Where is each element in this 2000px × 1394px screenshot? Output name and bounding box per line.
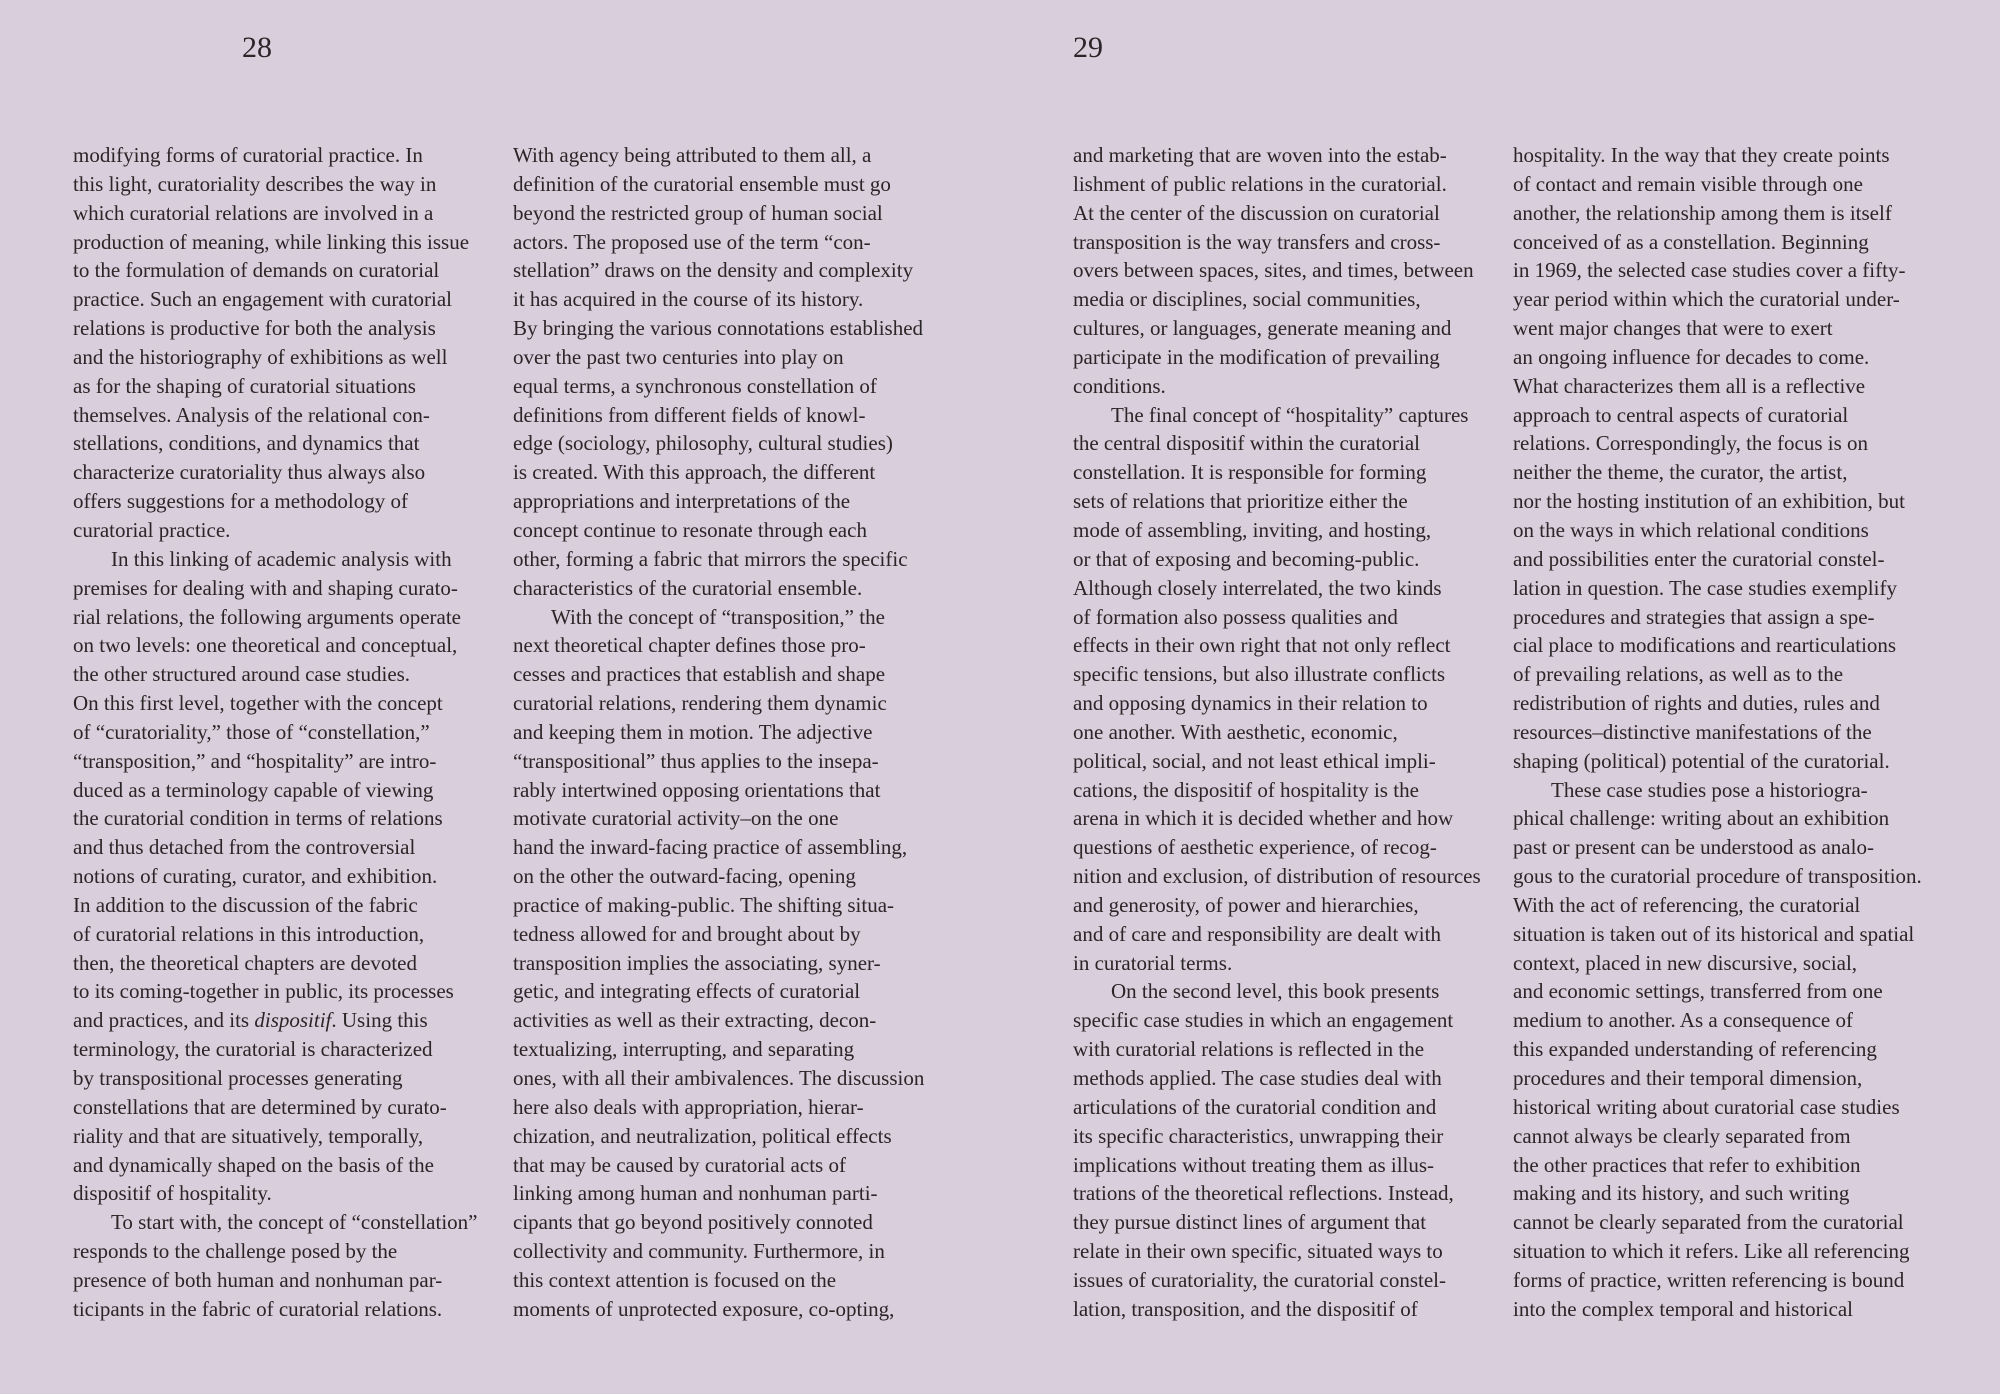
text-line: went major changes that were to exert [1513,316,1833,341]
text-line: over the past two centuries into play on [513,344,844,369]
text-line: of “curatoriality,” those of “constellation,” [73,719,430,744]
text-line: appropriations and interpretations of the [513,489,851,514]
text-column [1513,141,1927,1324]
text-line: on the ways in which relational conditions [1513,517,1869,542]
text-line: gous to the curatorial procedure of transposition. [1513,864,1922,889]
text-line: conditions. [1073,373,1166,398]
text-line: trations of the theoretical reflections. Instead, [1073,1181,1454,1206]
text-line: year period within which the curatorial under- [1513,287,1900,312]
text-line: responds to the challenge posed by the [73,1239,398,1264]
text-line: By bringing the various connotations established [513,316,924,341]
text-line: conceived of as a constellation. Beginning [1513,229,1869,254]
text-line: motivate curatorial activity–on the one [513,806,839,831]
text-line: cesses and practices that establish and shape [513,662,886,687]
text-line: production of meaning, while linking this issue [73,229,470,254]
text-line: specific tensions, but also illustrate conflicts [1073,662,1446,687]
text-line: of prevailing relations, as well as to the [1513,662,1844,687]
text-line: cannot be clearly separated from the curatorial [1513,1210,1904,1235]
text-line: duced as a terminology capable of viewing [73,777,434,802]
text-line: questions of aesthetic experience, of recog- [1073,835,1437,860]
text-line: and economic settings, transferred from one [1513,979,1883,1004]
text-line: stellation” draws on the density and complexity [513,258,914,283]
text-line: into the complex temporal and historical [1513,1296,1853,1321]
text-line: chization, and neutralization, political effects [513,1123,892,1148]
text-line: in 1969, the selected case studies cover a fifty- [1513,258,1906,283]
text-line: to its coming-together in public, its processes [73,979,454,1004]
text-line: or that of exposing and becoming-public. [1073,546,1420,571]
text-line: the other practices that refer to exhibition [1513,1152,1861,1177]
text-line: then, the theoretical chapters are devoted [73,950,417,975]
text-line: transposition is the way transfers and cross- [1073,229,1441,254]
text-line: its specific characteristics, unwrapping their [1073,1123,1444,1148]
text-line: and opposing dynamics in their relation to [1073,691,1428,716]
text-line: terminology, the curatorial is characterized [73,1037,433,1062]
text-line: to the formulation of demands on curatorial [73,258,440,283]
text-line: equal terms, a synchronous constellation of [513,373,877,398]
text-line: themselves. Analysis of the relational con- [73,402,430,427]
text-line: and keeping them in motion. The adjective [513,719,873,744]
text-line: overs between spaces, sites, and times, between [1073,258,1474,283]
text-line: medium to another. As a consequence of [1513,1008,1853,1033]
text-line: and marketing that are woven into the estab- [1073,143,1447,167]
text-line: on the other the outward-facing, opening [513,864,856,889]
text-line: With the concept of “transposition,” the [551,604,885,629]
text-line: participate in the modification of prevailing [1073,344,1440,369]
text-line: the other structured around case studies. [73,662,411,687]
text-line: of curatorial relations in this introduction, [73,921,425,946]
text-line: historical writing about curatorial case studies [1513,1094,1900,1119]
text-line: notions of curating, curator, and exhibition. [73,864,438,889]
text-line: presence of both human and nonhuman par- [73,1267,443,1292]
text-line: methods applied. The case studies deal with [1073,1066,1442,1090]
text-line: this expanded understanding of referencing [1513,1037,1877,1062]
text-line: media or disciplines, social communities, [1073,287,1421,312]
text-line: articulations of the curatorial condition and [1073,1094,1437,1119]
text-line: resources–distinctive manifestations of the [1513,719,1872,744]
text-line: implications without treating them as illus- [1073,1152,1435,1177]
text-run: and practices, and its [73,1008,255,1033]
italic-term: dispositif [254,1008,332,1033]
text-line: ticipants in the fabric of curatorial relations. [73,1296,443,1321]
text-line: ones, with all their ambivalences. The discussion [513,1066,925,1090]
text-line: practice of making-public. The shifting situa- [513,892,895,917]
text-line: of contact and remain visible through one [1513,171,1863,196]
text-line: constellation. It is responsible for forming [1073,460,1427,485]
text-line: situation is taken out of its historical and spatial [1513,921,1915,946]
text-line: procedures and their temporal dimension, [1513,1066,1863,1090]
text-line: actors. The proposed use of the term “con- [513,229,871,254]
text-line: this context attention is focused on the [513,1267,837,1292]
text-line: constellations that are determined by curato- [73,1094,447,1119]
text-line: situation to which it refers. Like all referencing [1513,1239,1910,1264]
text-line: hand the inward-facing practice of assembling, [513,835,908,860]
text-column [1073,141,1487,1324]
text-line: sets of relations that prioritize either the [1073,489,1408,514]
text-line: and generosity, of power and hierarchies, [1073,892,1419,917]
text-line: curatorial relations, rendering them dynamic [513,691,887,716]
text-line: These case studies pose a historiogra- [1551,777,1868,802]
text-line: relate in their own specific, situated ways to [1073,1239,1443,1264]
text-line: relations is productive for both the analysis [73,316,436,341]
text-line: riality and that are situatively, temporally, [73,1123,424,1148]
text-line: definitions from different fields of knowl- [513,402,866,427]
text-line: With the act of referencing, the curatorial [1513,892,1861,917]
text-line: the central dispositif within the curatorial [1073,431,1420,456]
text-line: past or present can be understood as analo- [1513,835,1874,860]
right-page [1000,0,2000,1394]
text-line: concept continue to resonate through each [513,517,867,542]
text-line: curatorial practice. [73,517,231,542]
text-line: and the historiography of exhibitions as well [73,344,448,369]
text-line: textualizing, interrupting, and separating [513,1037,855,1062]
text-line: modifying forms of curatorial practice. In [73,143,423,167]
text-line: rably intertwined opposing orientations that [513,777,881,802]
text-line: as for the shaping of curatorial situations [73,373,416,398]
text-line: mode of assembling, inviting, and hosting, [1073,517,1432,542]
text-line: “transposition,” and “hospitality” are intro- [73,748,437,773]
text-line: and thus detached from the controversial [73,835,416,860]
text-line: At the center of the discussion on curatorial [1073,200,1440,225]
text-line: edge (sociology, philosophy, cultural studies) [513,431,893,456]
text-line: “transpositional” thus applies to the insepa- [513,748,879,773]
page-number: 28 [242,31,272,64]
text-line: cultures, or languages, generate meaning and [1073,316,1452,341]
text-line: collectivity and community. Furthermore, in [513,1239,885,1264]
text-line: the curatorial condition in terms of relations [73,806,443,831]
text-line: dispositif of hospitality. [73,1181,272,1206]
text-line: cannot always be clearly separated from [1513,1123,1851,1148]
text-line: on two levels: one theoretical and conceptual, [73,633,458,658]
text-line: forms of practice, written referencing is bound [1513,1267,1905,1292]
text-line: hospitality. In the way that they create points [1513,143,1890,167]
text-line: definition of the curatorial ensemble must go [513,171,891,196]
text-line: shaping (political) potential of the curatorial. [1513,748,1890,773]
text-column [73,141,487,1324]
text-line: cial place to modifications and rearticulations [1513,633,1897,658]
text-line: phical challenge: writing about an exhibition [1513,806,1890,831]
text-line: transposition implies the associating, syner- [513,950,881,975]
text-line: with curatorial relations is reflected in the [1073,1037,1425,1062]
text-line: issues of curatoriality, the curatorial constel- [1073,1267,1447,1292]
text-line: effects in their own right that not only reflect [1073,633,1451,658]
text-line: relations. Correspondingly, the focus is on [1513,431,1869,456]
text-line: and possibilities enter the curatorial constel- [1513,546,1885,571]
text-line: linking among human and nonhuman parti- [513,1181,878,1206]
text-line: On the second level, this book presents [1111,979,1440,1004]
text-line: cipants that go beyond positively connoted [513,1210,873,1235]
text-line: activities as well as their extracting, decon- [513,1008,877,1033]
text-line: and dynamically shaped on the basis of the [73,1152,434,1177]
text-line: other, forming a fabric that mirrors the specific [513,546,908,571]
text-line: stellations, conditions, and dynamics that [73,431,420,456]
text-line: neither the theme, the curator, the artist, [1513,460,1848,485]
text-line: which curatorial relations are involved in a [73,200,434,225]
text-line: tedness allowed for and brought about by [513,921,861,946]
text-run: . Using this [331,1008,428,1033]
text-line: characteristics of the curatorial ensemble. [513,575,863,600]
text-line: What characterizes them all is a reflective [1513,373,1866,398]
text-line: getic, and integrating effects of curatorial [513,979,861,1004]
text-line: characterize curatoriality thus always also [73,460,426,485]
text-line: it has acquired in the course of its history. [513,287,864,312]
text-line [73,1006,487,1035]
text-line: one another. With aesthetic, economic, [1073,719,1398,744]
text-line: specific case studies in which an engagement [1073,1008,1454,1033]
text-line: by transpositional processes generating [73,1066,403,1090]
text-line: making and its history, and such writing [1513,1181,1850,1206]
text-line: In addition to the discussion of the fabric [73,892,418,917]
text-line: cations, the dispositif of hospitality is the [1073,777,1419,802]
text-line: practice. Such an engagement with curatorial [73,287,453,312]
text-line: With agency being attributed to them all, a [513,143,872,167]
text-line: beyond the restricted group of human social [513,200,883,225]
text-column [513,141,927,1324]
text-line: in curatorial terms. [1073,950,1233,975]
page-number: 29 [1073,31,1103,64]
text-line: In this linking of academic analysis with [111,546,452,571]
text-line: rial relations, the following arguments operate [73,604,461,629]
text-line: moments of unprotected exposure, co-opting, [513,1296,895,1321]
text-line: The final concept of “hospitality” captures [1111,402,1469,427]
text-line: Although closely interrelated, the two kinds [1073,575,1442,600]
text-line: nition and exclusion, of distribution of resources [1073,864,1481,889]
text-line: context, placed in new discursive, social, [1513,950,1858,975]
text-line: procedures and strategies that assign a spe- [1513,604,1875,629]
text-line: they pursue distinct lines of argument that [1073,1210,1427,1235]
text-line: redistribution of rights and duties, rules and [1513,691,1880,716]
text-line: this light, curatoriality describes the way in [73,171,437,196]
text-line: arena in which it is decided whether and how [1073,806,1454,831]
text-line: and of care and responsibility are dealt with [1073,921,1441,946]
text-line: To start with, the concept of “constellation” [111,1210,478,1235]
text-line: premises for dealing with and shaping curato- [73,575,458,600]
text-line: approach to central aspects of curatorial [1513,402,1849,427]
text-line: an ongoing influence for decades to come. [1513,344,1870,369]
text-line: of formation also possess qualities and [1073,604,1398,629]
text-line: that may be caused by curatorial acts of [513,1152,846,1177]
text-line: lation, transposition, and the dispositif of [1073,1296,1418,1321]
text-line: here also deals with appropriation, hierar- [513,1094,864,1119]
text-line: On this first level, together with the concept [73,691,443,716]
text-line: political, social, and not least ethical impli- [1073,748,1436,773]
text-line: lishment of public relations in the curatorial. [1073,171,1447,196]
text-line: offers suggestions for a methodology of [73,489,408,514]
text-line: lation in question. The case studies exemplify [1513,575,1897,600]
text-line: nor the hosting institution of an exhibition, but [1513,489,1905,514]
text-line: is created. With this approach, the different [513,460,876,485]
text-line: next theoretical chapter defines those pro- [513,633,866,658]
text-line: another, the relationship among them is itself [1513,200,1892,225]
